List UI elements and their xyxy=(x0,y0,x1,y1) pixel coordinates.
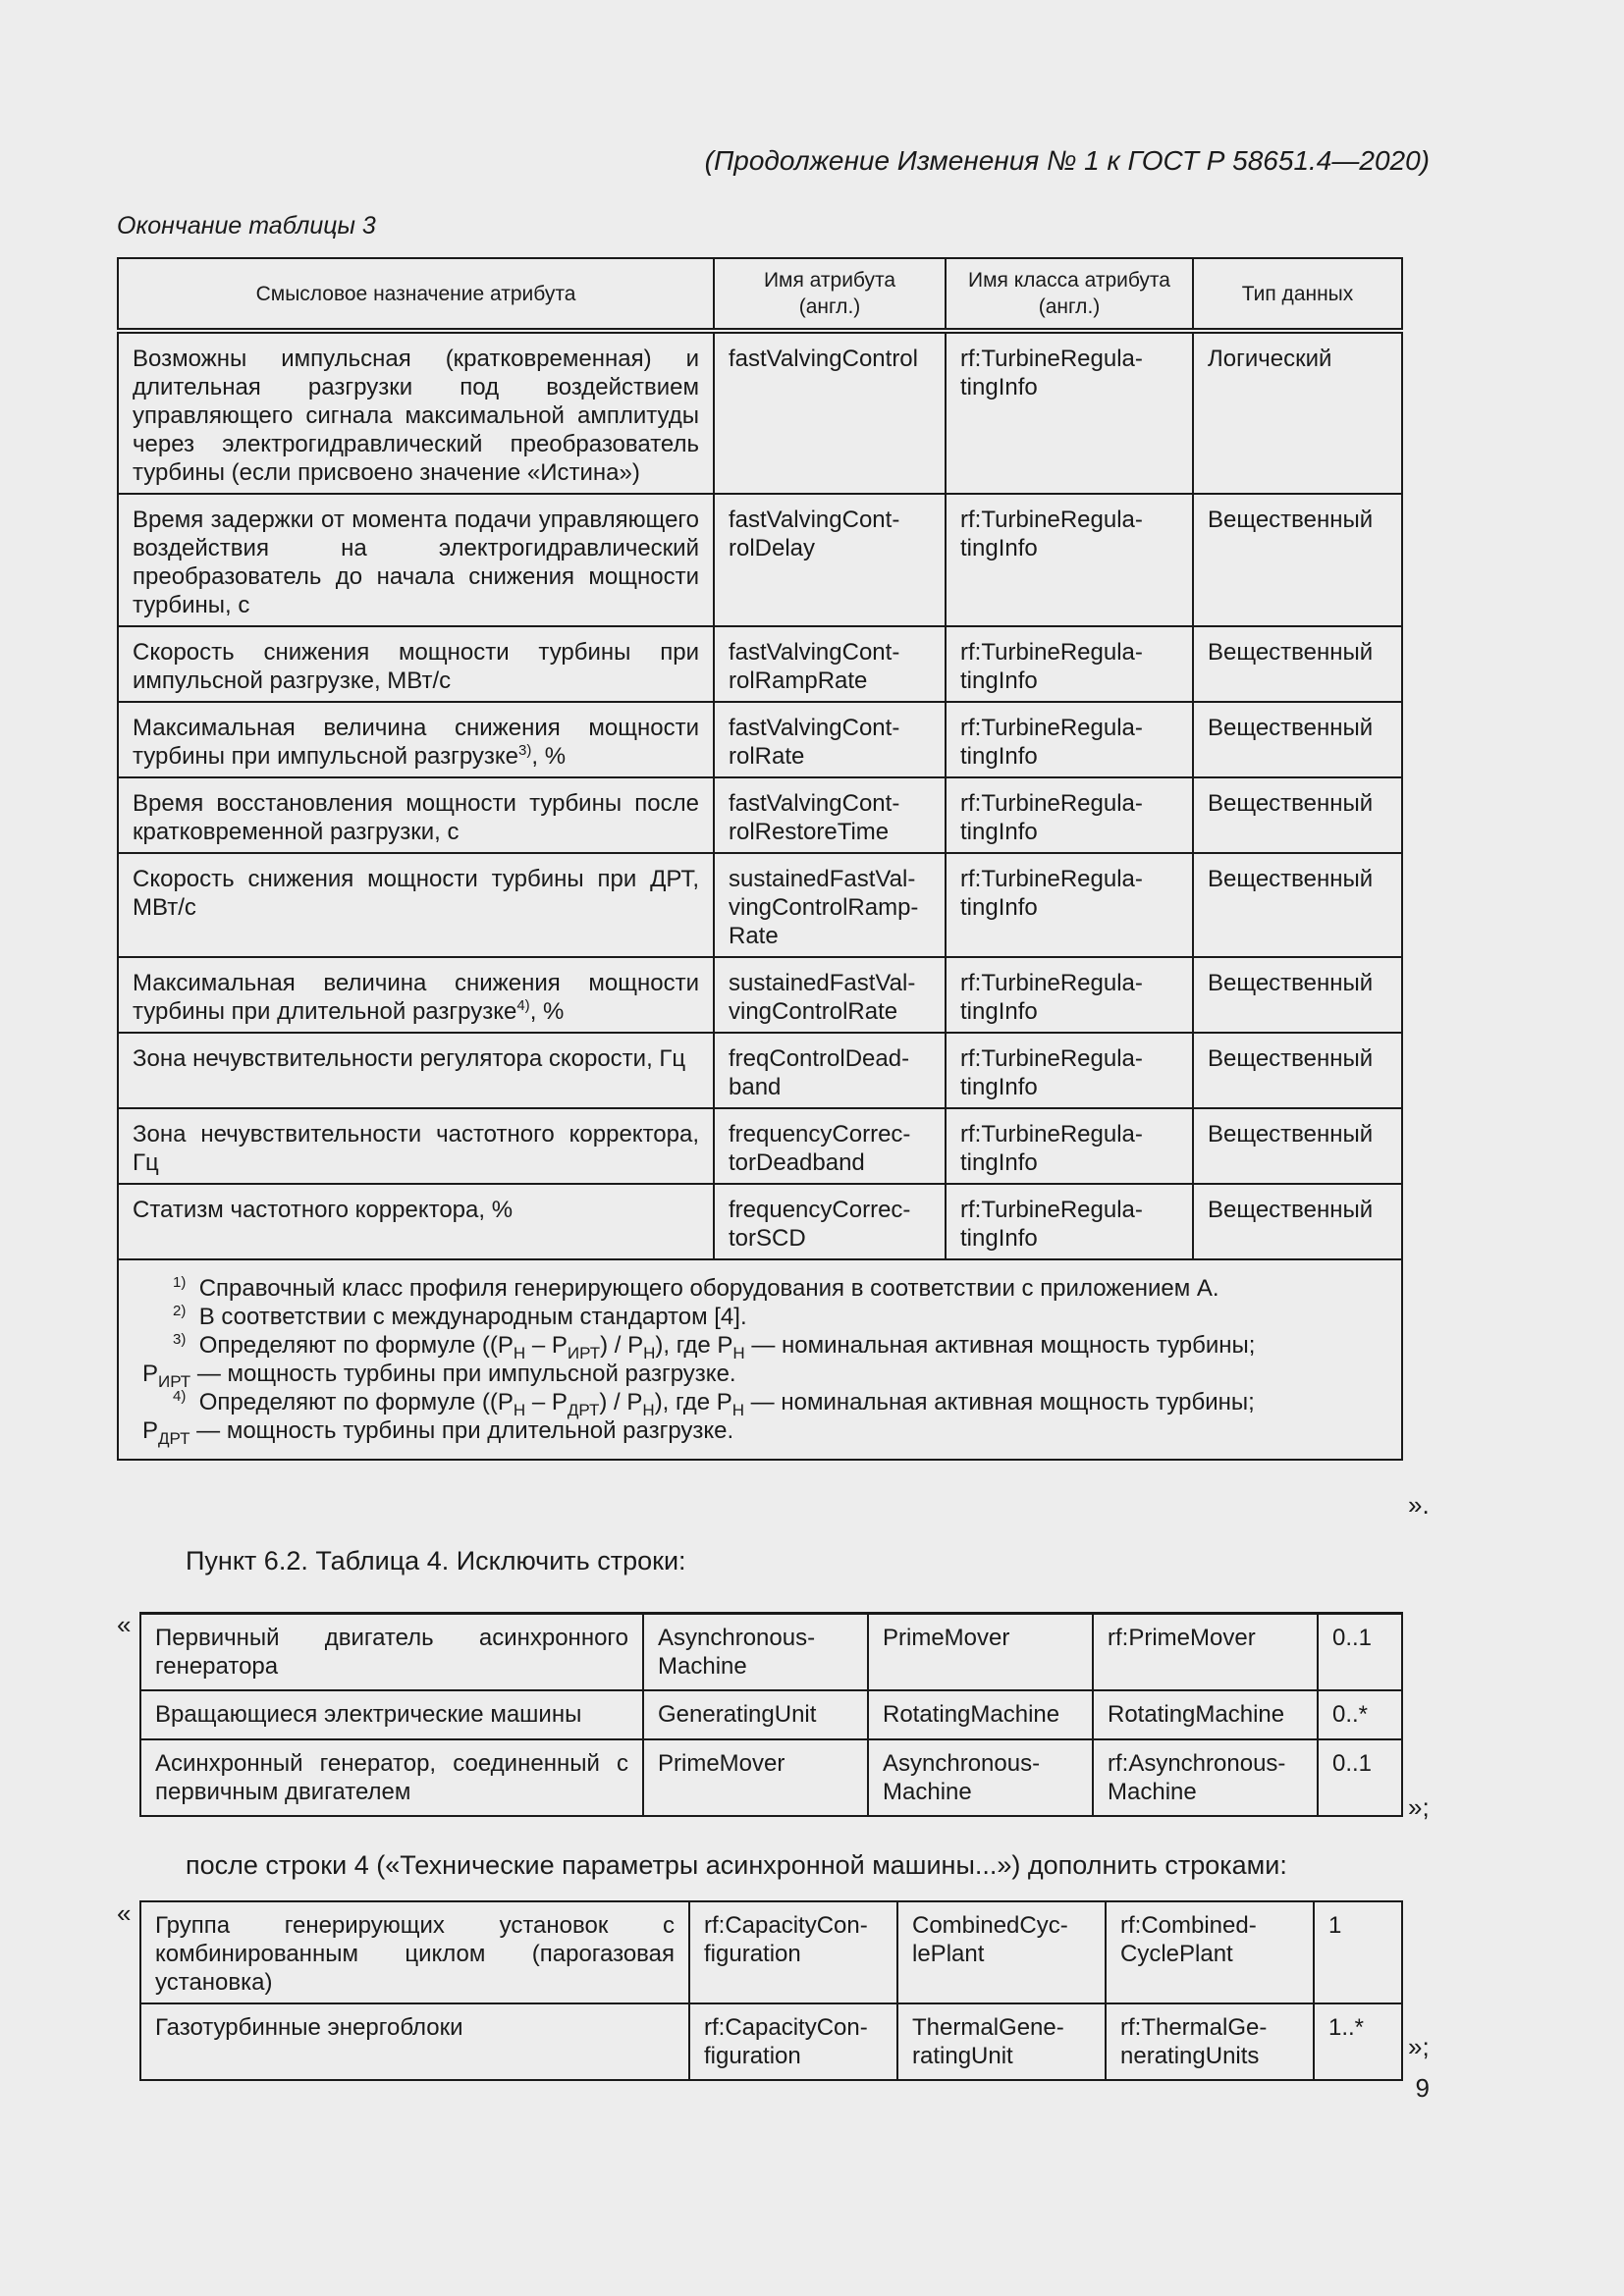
cell-class-name: rf:TurbineRegula- tingInfo xyxy=(946,777,1193,853)
cell-data-type: Вещественный xyxy=(1193,957,1402,1033)
table-row xyxy=(140,1739,1402,1816)
cell-purpose: Первичный двигатель асинхронного генератора xyxy=(140,1614,643,1690)
cell: rf:CapacityCon- figuration xyxy=(689,2003,897,2080)
column-header-text: Имя атрибута (англ.) xyxy=(763,269,896,318)
document-continuation-header: (Продолжение Изменения № 1 к ГОСТ Р 58651.4—2020) xyxy=(704,145,1430,176)
closing-quote: »; xyxy=(1408,1792,1430,1822)
cell-attribute-name: fastValvingCont- rolDelay xyxy=(714,494,946,626)
cell-data-type: Вещественный xyxy=(1193,702,1402,777)
footnote-text: В соответствии с международным стандартом [4]. xyxy=(198,1304,747,1330)
table-row xyxy=(118,1184,1402,1259)
cell-attribute-name: sustainedFastVal- vingControlRate xyxy=(714,957,946,1033)
cell-attribute-name: freqControlDead- band xyxy=(714,1033,946,1108)
table-row xyxy=(140,1614,1402,1690)
cell-class-name: rf:TurbineRegula- tingInfo xyxy=(946,853,1193,957)
cell-meaning: Статизм частотного корректора, % xyxy=(118,1184,714,1259)
cell: GeneratingUnit xyxy=(643,1690,868,1739)
cell: rf:PrimeMover xyxy=(1093,1614,1318,1690)
cell-data-type: Логический xyxy=(1193,331,1402,494)
footnote-3-cont: $P_{ИРТ}$ — мощность турбины при импульсной разгрузке. xyxy=(142,1361,736,1391)
column-header-attribute-name xyxy=(714,258,946,331)
cell-class-name: rf:TurbineRegula- tingInfo xyxy=(946,1033,1193,1108)
cell-data-type: Вещественный xyxy=(1193,1108,1402,1184)
cell-data-type: Вещественный xyxy=(1193,494,1402,626)
cell: RotatingMachine xyxy=(868,1690,1093,1739)
cell: 0..1 xyxy=(1318,1614,1402,1690)
cell: RotatingMachine xyxy=(1093,1690,1318,1739)
column-header-class-name xyxy=(946,258,1193,331)
footnote-mark: 1) xyxy=(173,1274,187,1291)
table-header-row xyxy=(118,258,1402,331)
cell-purpose: Газотурбинные энергоблоки xyxy=(140,2003,689,2080)
opening-quote: « xyxy=(117,1898,132,1928)
footnote-mark: 4) xyxy=(173,1388,187,1405)
add-rows-instruction: после строки 4 («Технические параметры асинхронной машины...») дополнить строками: xyxy=(186,1850,1287,1880)
cell-attribute-name: sustainedFastVal- vingControlRamp- Rate xyxy=(714,853,946,957)
cell: rf:Combined- CyclePlant xyxy=(1106,1901,1314,2003)
table-caption: Окончание таблицы 3 xyxy=(117,212,376,240)
footnotes xyxy=(118,1259,1402,1460)
cell-meaning: Время восстановления мощности турбины после кратковременной разгрузки, с xyxy=(118,777,714,853)
cell: 0..* xyxy=(1318,1690,1402,1739)
cell-meaning: Скорость снижения мощности турбины при ДРТ, МВт/с xyxy=(118,853,714,957)
opening-quote: « xyxy=(117,1610,132,1639)
cell: PrimeMover xyxy=(868,1614,1093,1690)
cell-class-name: rf:TurbineRegula- tingInfo xyxy=(946,1184,1193,1259)
table-row xyxy=(118,331,1402,494)
excluded-rows-table xyxy=(139,1612,1403,1817)
cell-class-name: rf:TurbineRegula- tingInfo xyxy=(946,626,1193,702)
table-row xyxy=(118,702,1402,777)
cell: 0..1 xyxy=(1318,1739,1402,1816)
cell-data-type: Вещественный xyxy=(1193,777,1402,853)
footnote-1 xyxy=(173,1274,1347,1303)
cell: Asynchronous- Machine xyxy=(868,1739,1093,1816)
table-row xyxy=(140,1690,1402,1739)
cell-purpose: Асинхронный генератор, соединенный с первичным двигателем xyxy=(140,1739,643,1816)
footnotes-row xyxy=(118,1259,1402,1460)
table-row xyxy=(118,626,1402,702)
cell-meaning: Время задержки от момента подачи управляющего воздействия на электрогидравлический преобразователь до начала снижения мощности турбины, с xyxy=(118,494,714,626)
closing-quote: ». xyxy=(1408,1490,1430,1520)
cell: CombinedCyc- lePlant xyxy=(897,1901,1106,2003)
footnote-4: $^{4)}$ Определяют по формуле $((P_Н - P_{ДРТ}) / P_Н)$, где $P_Н$ — номинальная активная мощность турбины; xyxy=(173,1388,1255,1419)
cell-data-type: Вещественный xyxy=(1193,853,1402,957)
cell-attribute-name: frequencyCorrec- torSCD xyxy=(714,1184,946,1259)
attributes-table xyxy=(117,257,1403,1461)
table-row xyxy=(140,2003,1402,2080)
cell: 1..* xyxy=(1314,2003,1402,2080)
footnote-mark: 2) xyxy=(173,1303,187,1319)
cell-meaning: Максимальная величина снижения мощности турбины при длительной разгрузке$^{4)}$, % xyxy=(118,957,714,1033)
cell-class-name: rf:TurbineRegula- tingInfo xyxy=(946,702,1193,777)
cell-meaning: Максимальная величина снижения мощности турбины при импульсной разгрузке$^{3)}$, % xyxy=(118,702,714,777)
cell-class-name: rf:TurbineRegula- tingInfo xyxy=(946,957,1193,1033)
cell-attribute-name: fastValvingControl xyxy=(714,331,946,494)
cell-data-type: Вещественный xyxy=(1193,1184,1402,1259)
cell: rf:ThermalGe- neratingUnits xyxy=(1106,2003,1314,2080)
cell: rf:CapacityCon- figuration xyxy=(689,1901,897,2003)
cell-attribute-name: fastValvingCont- rolRampRate xyxy=(714,626,946,702)
cell: 1 xyxy=(1314,1901,1402,2003)
added-rows-table xyxy=(139,1900,1403,2081)
cell-data-type: Вещественный xyxy=(1193,626,1402,702)
cell-attribute-name: fastValvingCont- rolRate xyxy=(714,702,946,777)
cell-meaning: Зона нечувствительности частотного корректора, Гц xyxy=(118,1108,714,1184)
cell-data-type: Вещественный xyxy=(1193,1033,1402,1108)
cell-attribute-name: fastValvingCont- rolRestoreTime xyxy=(714,777,946,853)
cell: PrimeMover xyxy=(643,1739,868,1816)
cell-meaning: Скорость снижения мощности турбины при импульсной разгрузке, МВт/с xyxy=(118,626,714,702)
column-header-meaning: Смысловое назначение атрибута xyxy=(118,258,714,331)
cell-meaning: Зона нечувствительности регулятора скорости, Гц xyxy=(118,1033,714,1108)
cell-purpose: Вращающиеся электрические машины xyxy=(140,1690,643,1739)
cell-class-name: rf:TurbineRegula- tingInfo xyxy=(946,331,1193,494)
closing-quote: »; xyxy=(1408,2032,1430,2061)
page-number: 9 xyxy=(1415,2073,1430,2103)
table-row xyxy=(140,1901,1402,2003)
table-row xyxy=(118,957,1402,1033)
cell: ThermalGene- ratingUnit xyxy=(897,2003,1106,2080)
table-row xyxy=(118,494,1402,626)
cell: rf:Asynchronous- Machine xyxy=(1093,1739,1318,1816)
cell-purpose: Группа генерирующих установок с комбинированным циклом (парогазовая установка) xyxy=(140,1901,689,2003)
cell-class-name: rf:TurbineRegula- tingInfo xyxy=(946,1108,1193,1184)
footnote-2 xyxy=(173,1303,1347,1331)
footnote-text: Справочный класс профиля генерирующего оборудования в соответствии с приложением А. xyxy=(198,1275,1219,1302)
column-header-text: Имя класса атрибута (англ.) xyxy=(968,269,1170,318)
cell-attribute-name: frequencyCorrec- torDeadband xyxy=(714,1108,946,1184)
footnote-mark: 3) xyxy=(173,1331,187,1348)
cell: Asynchronous- Machine xyxy=(643,1614,868,1690)
column-header-data-type: Тип данных xyxy=(1193,258,1402,331)
instruction-6-2: Пункт 6.2. Таблица 4. Исключить строки: xyxy=(186,1546,686,1575)
footnote-4-cont: $P_{ДРТ}$ — мощность турбины при длительной разгрузке. xyxy=(142,1417,734,1448)
table-row xyxy=(118,1033,1402,1108)
cell-class-name: rf:TurbineRegula- tingInfo xyxy=(946,494,1193,626)
table-row xyxy=(118,777,1402,853)
table-row xyxy=(118,853,1402,957)
table-row xyxy=(118,1108,1402,1184)
cell-meaning: Возможны импульсная (кратковременная) и длительная разгрузки под воздействием управляющего сигнала максимальной амплитуды через электрогидравлический преобразователь турбины (если присвоено значение «Истина») xyxy=(118,331,714,494)
footnote-3: $^{3)}$ Определяют по формуле $((P_Н - P_{ИРТ}) / P_Н)$, где $P_Н$ — номинальная активная мощность турбины; xyxy=(173,1331,1256,1362)
